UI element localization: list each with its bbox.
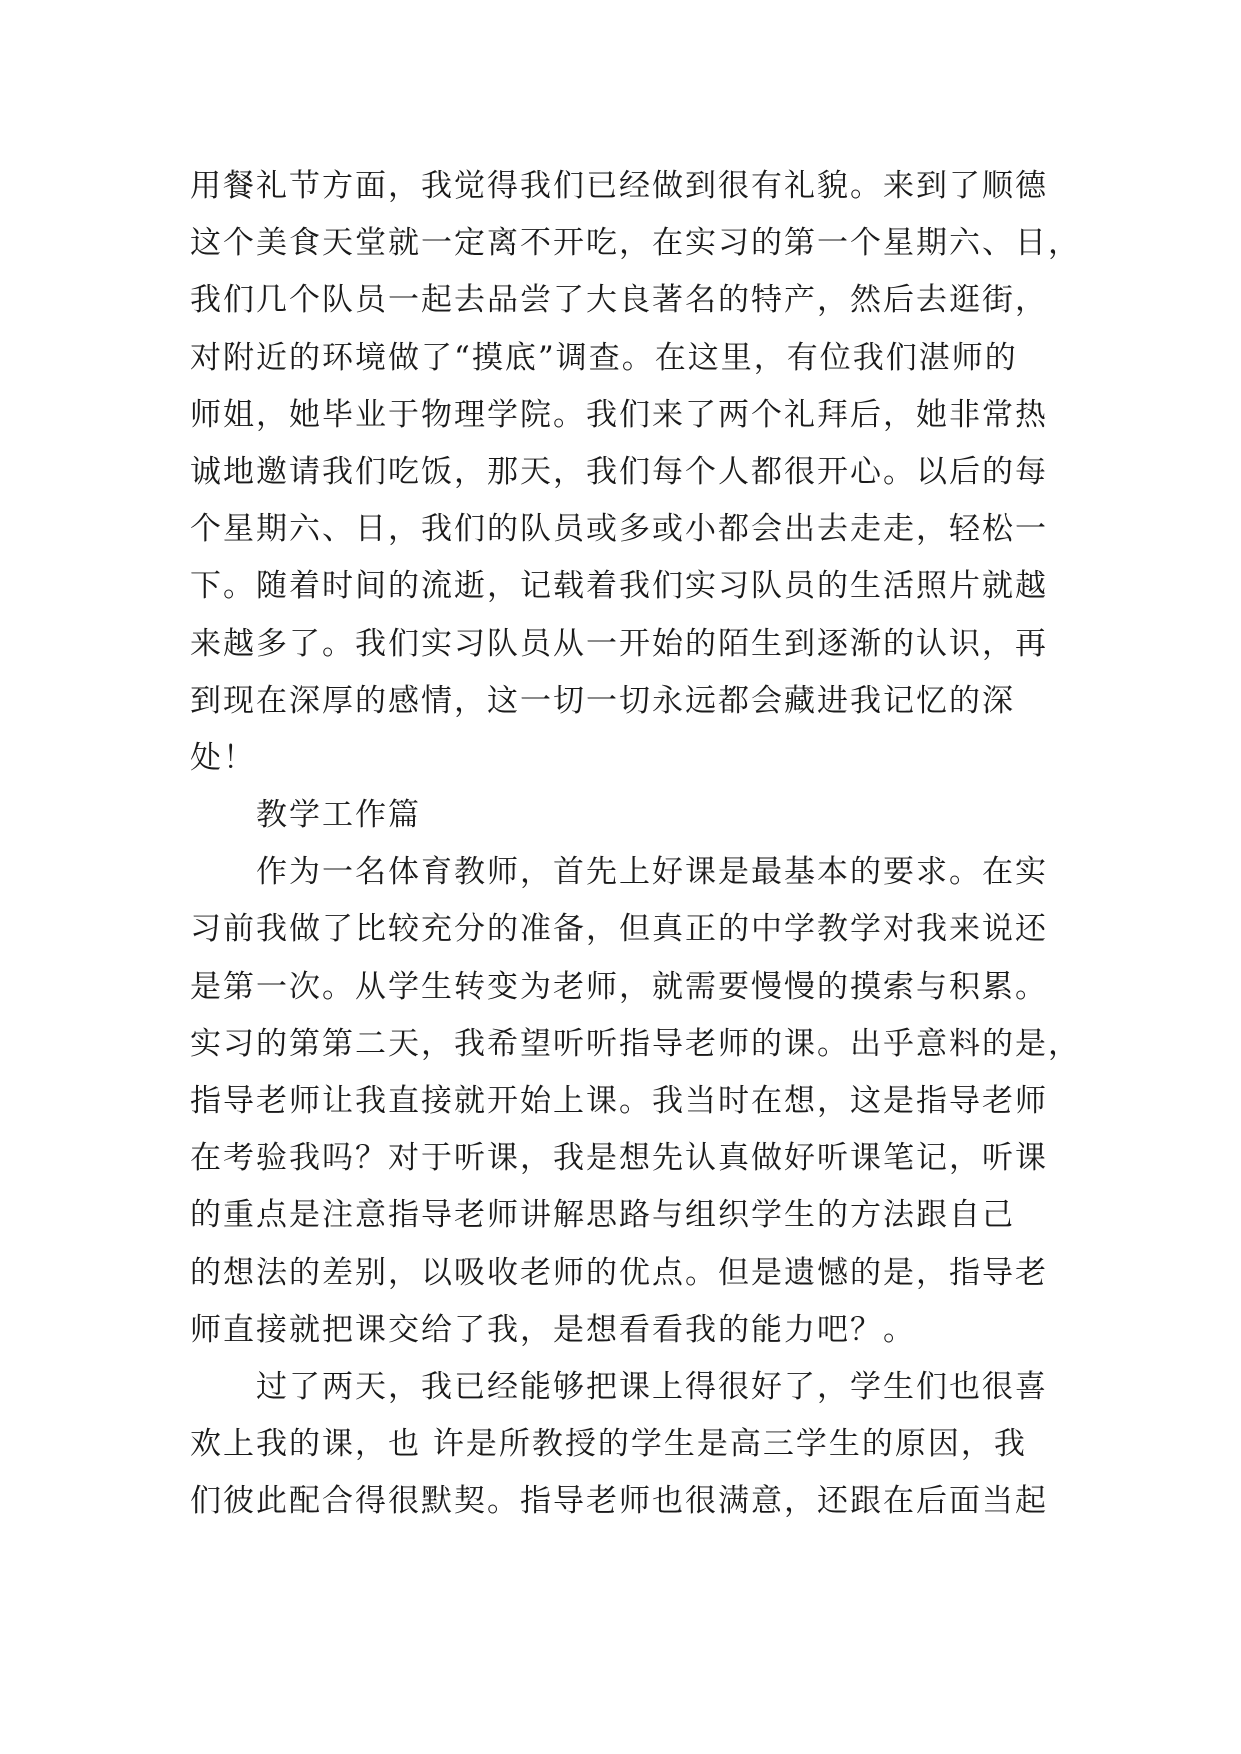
text-line: 对附近的环境做了“摸底”调查。在这里，有位我们湛师的 [190, 339, 1018, 376]
text-line: 在考验我吗？对于听课，我是想先认真做好听课笔记，听课 [190, 1140, 1048, 1177]
text-line: 这个美食天堂就一定离不开吃，在实习的第一个星期六、日， [190, 225, 1081, 262]
text-line: 习前我做了比较充分的准备，但真正的中学教学对我来说还 [190, 911, 1048, 948]
text-line: 的想法的差别，以吸收老师的优点。但是遗憾的是，指导老 [190, 1254, 1048, 1291]
text-line: 诚地邀请我们吃饭，那天，我们每个人都很开心。以后的每 [190, 453, 1048, 490]
text-line: 处！ [190, 739, 256, 776]
text-line: 过了两天，我已经能够把课上得很好了，学生们也很喜 [256, 1368, 1048, 1405]
text-line: 实习的第第二天，我希望听听指导老师的课。出乎意料的是， [190, 1025, 1081, 1062]
text-line: 用餐礼节方面，我觉得我们已经做到很有礼貌。来到了顺德 [190, 168, 1048, 204]
text-line: 们彼此配合得很默契。指导老师也很满意，还跟在后面当起 [190, 1483, 1048, 1520]
text-line: 个星期六、日，我们的队员或多或小都会出去走走，轻松一 [190, 511, 1048, 548]
text-line: 来越多了。我们实习队员从一开始的陌生到逐渐的认识，再 [190, 625, 1048, 662]
section-heading: 教学工作篇 [256, 797, 421, 834]
text-line: 到现在深厚的感情，这一切一切永远都会藏进我记忆的深 [190, 682, 1015, 719]
document-body [190, 158, 1081, 1531]
text-line: 的重点是注意指导老师讲解思路与组织学生的方法跟自己 [190, 1197, 1015, 1234]
text-line: 作为一名体育教师，首先上好课是最基本的要求。在实 [256, 854, 1048, 891]
text-line: 师姐，她毕业于物理学院。我们来了两个礼拜后，她非常热 [190, 396, 1048, 433]
text-line: 师直接就把课交给了我，是想看看我的能力吧？。 [190, 1311, 916, 1348]
text-line: 是第一次。从学生转变为老师，就需要慢慢的摸索与积累。 [190, 968, 1048, 1005]
text-line: 欢上我的课，也 许是所教授的学生是高三学生的原因，我 [190, 1426, 1027, 1463]
text-line: 指导老师让我直接就开始上课。我当时在想，这是指导老师 [190, 1083, 1048, 1119]
text-line: 下。随着时间的流逝，记载着我们实习队员的生活照片就越 [190, 568, 1048, 605]
text-line: 我们几个队员一起去品尝了大良著名的特产，然后去逛街， [190, 282, 1048, 319]
